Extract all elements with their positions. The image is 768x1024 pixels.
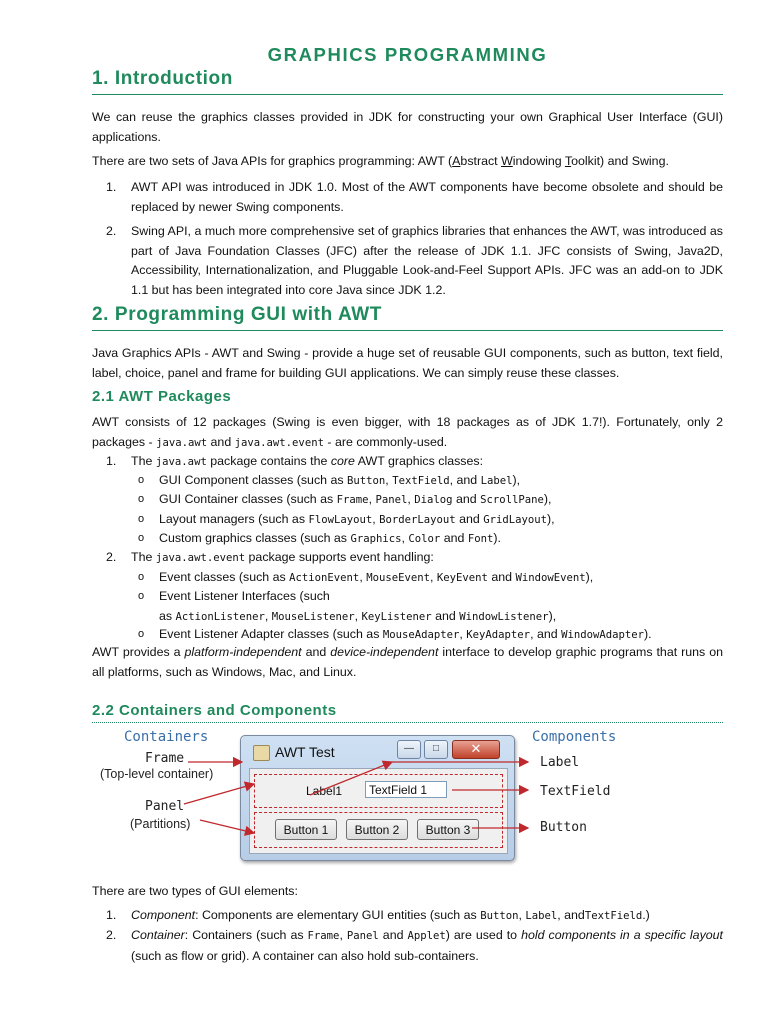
label-component-label: Label (540, 755, 580, 770)
intro-apis-paragraph: There are two sets of Java APIs for graphics programming: AWT (Abstract Windowing Toolkit) and Swing. (92, 154, 669, 168)
button-1[interactable]: Button 1 (275, 819, 337, 840)
window-title: AWT Test (275, 744, 335, 760)
document-title: GRAPHICS PROGRAMMING (267, 44, 548, 65)
section-heading-programming-gui: 2. Programming GUI with AWT (92, 304, 723, 331)
components-title: Components (532, 729, 617, 745)
button-2[interactable]: Button 2 (346, 819, 408, 840)
containers-title: Containers (124, 729, 209, 745)
label1: Label1 (306, 784, 343, 798)
awt-test-window (240, 735, 515, 861)
intro-paragraph: We can reuse the graphics classes provided in JDK for constructing your own Graphical User Interface (GUI) applications. (92, 110, 723, 144)
minimize-icon[interactable]: — (397, 740, 421, 759)
subsection-heading-containers-components: 2.2 Containers and Components (92, 702, 723, 723)
frame-sublabel: (Top-level container) (100, 767, 214, 781)
top-panel (254, 774, 503, 808)
panel-label: Panel (145, 799, 185, 814)
textfield-component-label: TextField (540, 784, 611, 799)
button-component-label: Button (540, 820, 587, 835)
java-app-icon (253, 745, 270, 761)
gui-elements-intro: There are two types of GUI elements: (92, 884, 298, 898)
frame-content (249, 768, 508, 854)
subsection-heading-awt-packages: 2.1 AWT Packages (92, 388, 232, 405)
frame-label: Frame (145, 751, 185, 766)
textfield1-input[interactable]: TextField 1 (365, 781, 447, 798)
panel-sublabel: (Partitions) (130, 817, 191, 831)
awt-packages-paragraph: AWT consists of 12 packages (Swing is even bigger, with 18 packages as of JDK 1.7!). Fortunately, only 2 packages - java.awt and java.awt.event - are commonly-used. (92, 415, 723, 449)
bottom-panel (254, 812, 503, 848)
awt-intro-paragraph: Java Graphics APIs - AWT and Swing - provide a huge set of reusable GUI components, such as button, text field, label, choice, panel and frame for building GUI applications. We can simply reuse these classes. (92, 346, 723, 380)
section-heading-introduction: 1. Introduction (92, 68, 723, 95)
platform-independent-paragraph: AWT provides a platform-independent and device-independent interface to develop graphic programs that runs on all platforms, such as Windows, Mac, and Linux. (92, 645, 723, 679)
close-icon[interactable]: ✕ (452, 740, 500, 759)
maximize-icon[interactable]: □ (424, 740, 448, 759)
awt-containers-components-figure (92, 724, 723, 874)
button-3[interactable]: Button 3 (417, 819, 479, 840)
